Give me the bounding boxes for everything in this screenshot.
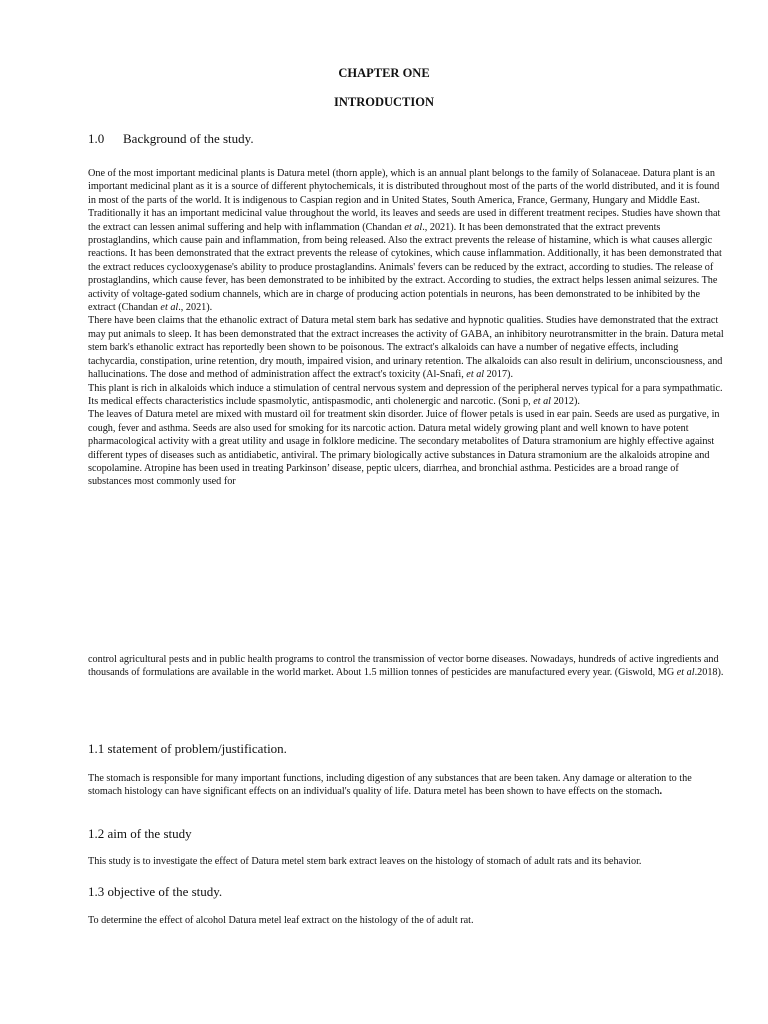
aim-text: This study is to investigate the effect of Datura metel stem bark extract leaves on the histology of stomach of adult rats and its behavior. [88,856,642,867]
background-heading [88,131,254,147]
background-number: 1.0 [88,131,105,146]
objective-text: To determine the effect of alcohol Datura metel leaf extract on the histology of the of adult rat. [88,915,474,926]
objective-heading: 1.3 objective of the study. [88,884,223,899]
background-paragraph-3: This plant is rich in alkaloids which induce a stimulation of central nervous system and depression of the peripheral nerves typical for a para sympathmatic. Its medical effects characteristics include spasmolytic, antispasmodic, anti cholenergic and narcotic. (Soni p, et al 2012). [88,382,723,407]
problem-text: The stomach is responsible for many important functions, including digestion of any substances that are been taken. Any damage or alteration to the stomach histology can have significant effects on an individual's quality of life. Datura metel has been shown to have effects on the stomach. [88,773,692,798]
background-paragraph-1: One of the most important medicinal plants is Datura metel (thorn apple), which is an annual plant belongs to the family of Solanaceae. Datura plant is an important medicinal plant as it is a source of different phytochemicals, it is distributed throughout most of the parts of the world distributed, and it is found in most of the parts of the world. It is indigenous to Caspian region and in United States, South America, France, Germany, Hungary and Middle East. Traditionally it has an important medicinal value throughout the world, its leaves and seeds are used in different treatment recipes. Studies have shown that the extract can lessen animal suffering and help with inflammation (Chandan et al., 2021). It has been demonstrated that the extract prevents prostaglandins, which cause pain and inflammation, from being released. Also the extract prevents the release of histamine, which is what causes allergic reactions. It has been demonstrated that the extract prevents the release of cytokines, which cause inflammation. Additionally, it has been demonstrated that the extract reduces cyclooxygenase's ability to produce prostaglandins. Animals' fevers can be reduced by the extract, according to studies. The release of prostaglandins, which cause fever, has been demonstrated to be inhibited by the extract. According to studies, the extract helps lessen animal seizures. The activity of voltage-gated sodium channels, which are in charge of producing action potentials in neurons, has been demonstrated to be inhibited by the extract (Chandan et al., 2021). [88,168,722,314]
background-heading-text: Background of the study. [123,131,254,146]
chapter-title: CHAPTER ONE [338,66,430,80]
section-title: INTRODUCTION [333,95,434,109]
background-paragraph-4: The leaves of Datura metel are mixed with mustard oil for treatment skin disorder. Juice of flower petals is used in ear pain. Seeds are used as purgative, in cough, fever and asthma. Seeds are also used for smoking for its narcotic action. Datura metal widely growing plant and well known to have potent pharmacological activity with a great utility and usage in folklore medicine. The secondary metabolites of Datura stramonium are highly effective against different types of diseases such as antidiabetic, antiviral. The primary biologically active substances in Datura stramonium are the alkaloids atropine and scopolamine. Atropine has been used in treating Parkinson’ disease, peptic ulcers, diarrhea, and bronchial asthma. Pesticides are a broad range of substances most commonly used for [88,409,720,488]
problem-heading: 1.1 statement of problem/justification. [88,741,287,756]
background-paragraph-2: There have been claims that the ethanolic extract of Datura metal stem bark has sedative and hypnotic qualities. Studies have demonstrated that the extract may put animals to sleep. It has been demonstrated that the extract increases the activity of GABA, an inhibitory neurotransmitter in the brain. Datura metal stem bark's ethanolic extract has reportedly been shown to be poisonous. The extract's alkaloids can have a number of negative effects, including tachycardia, constipation, urine retention, dry mouth, impaired vision, and urinary retention. The alkaloids can also result in delirium, unconsciousness, and hallucinations. The dose and method of administration affect the extract's toxicity (Al-Snafi, et al 2017). [88,315,724,381]
background-body [88,167,724,489]
aim-heading: 1.2 aim of the study [88,826,192,841]
background-paragraph-5: control agricultural pests and in public health programs to control the transmission of vector borne diseases. Nowadays, hundreds of active ingredients and thousands of formulations are available in the world market. About 1.5 million tonnes of pesticides are manufactured every year. (Giswold, MG et al.2018). [88,654,724,679]
